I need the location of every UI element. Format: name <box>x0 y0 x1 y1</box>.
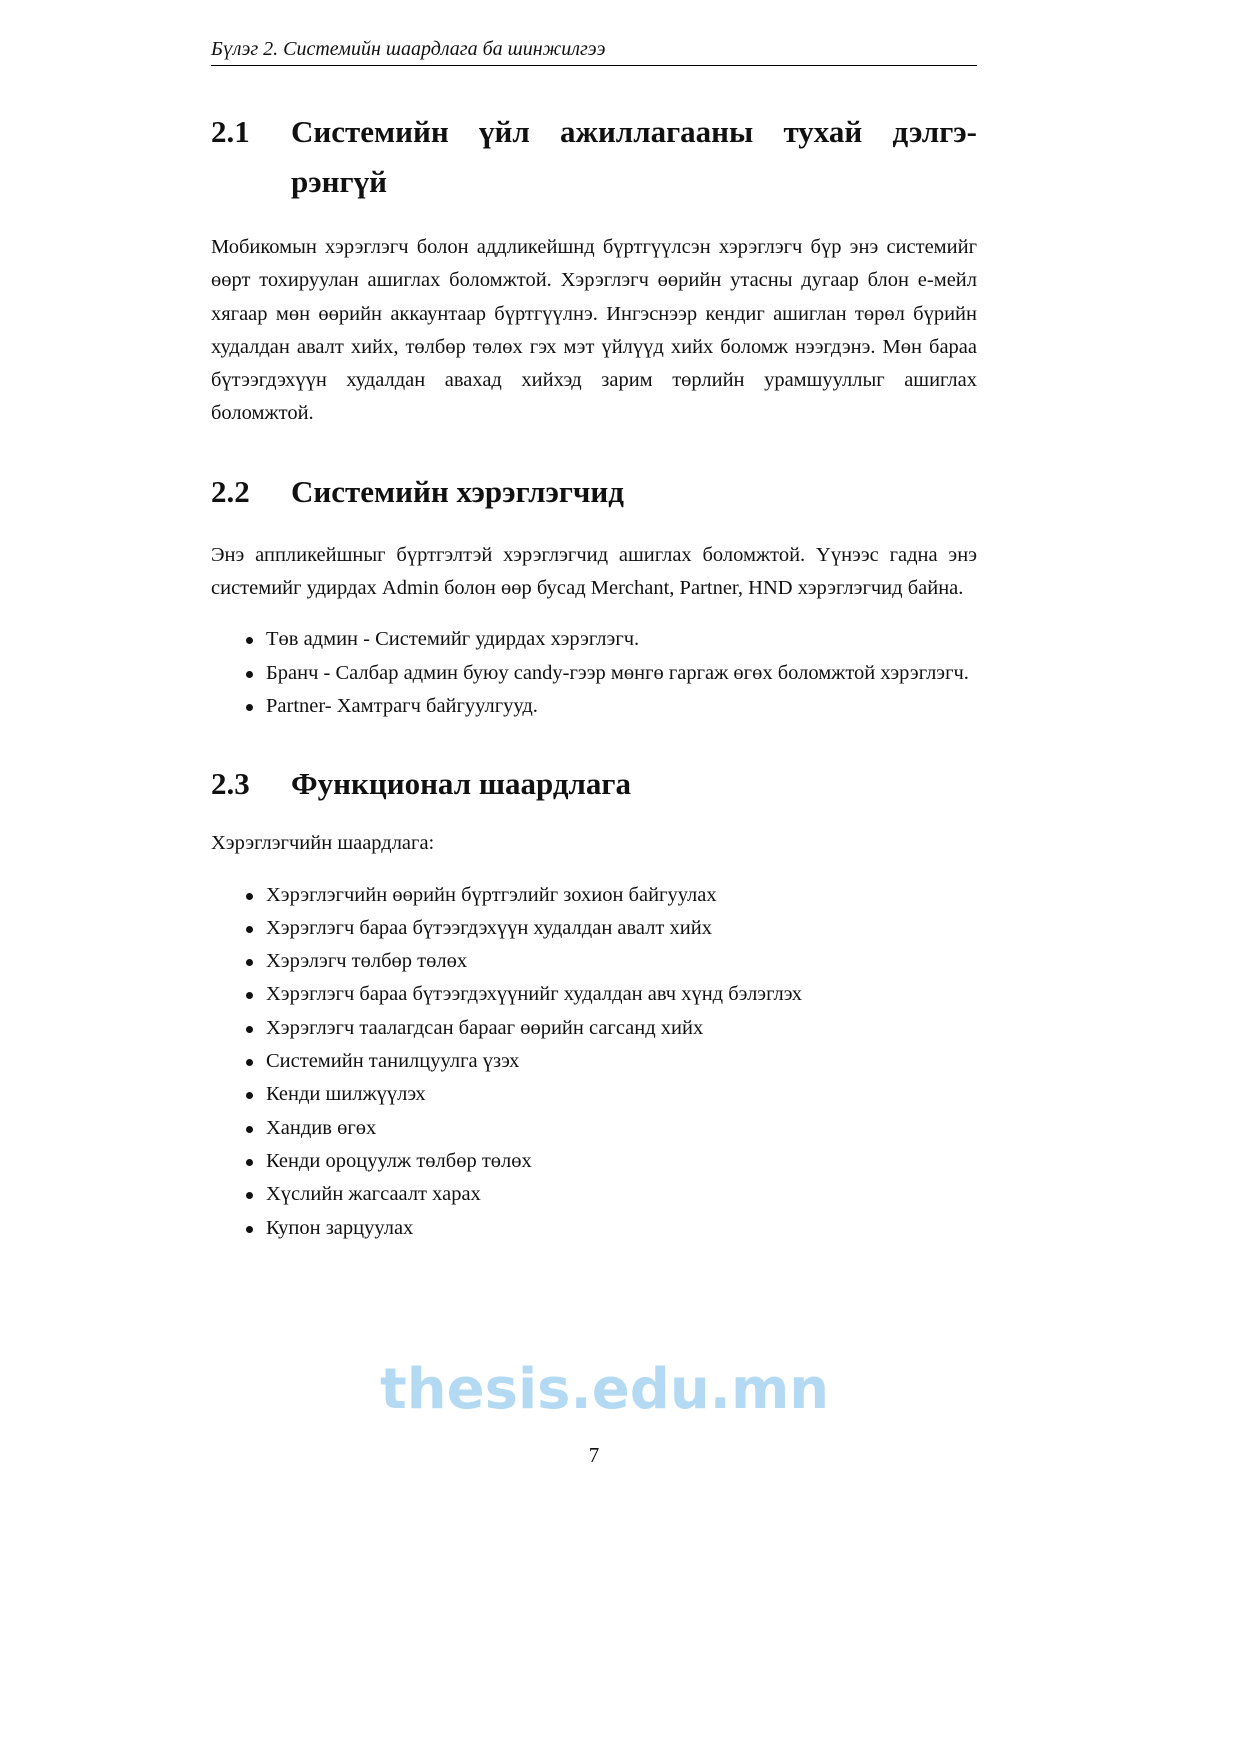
section-2-2 <box>211 467 977 723</box>
section-title: Системийн хэрэглэгчид <box>291 473 624 509</box>
section-2-3 <box>211 759 977 1245</box>
running-header: Бүлэг 2. Системийн шаардлага ба шинжилгээ <box>211 38 977 66</box>
list-item: Кенди шилжүүлэх <box>211 1078 977 1111</box>
section-heading <box>211 759 977 809</box>
section-title: Функционал шаардлага <box>291 766 632 802</box>
section-heading <box>211 467 977 517</box>
list-item: Partner- Хамтрагч байгуулгууд. <box>211 690 977 723</box>
list-item: Хүслийн жагсаалт харах <box>211 1178 977 1211</box>
paragraph: Хэрэглэгчийн шаардлага: <box>211 832 435 855</box>
section-number: 2.2 <box>211 473 250 509</box>
paragraph: Мобикомын хэрэглэгч болон аддликейшнд бүртгүүлсэн хэрэглэгч бүр энэ системийг өөрт тохируулан ашиглах боломжтой. Хэрэглэгч өөрийн утасны дугаар блон е-мейл хягаар мөн өөрийн аккаунтаар бүртгүүлнэ. Ингэснээр кендиг ашиглан төрөл бүрийн худалдан авалт хийх, төлбөр төлөх гэх мэт үйлүүд хийх боломж нээгдэнэ. Мөн бараа бүтээгдэхүүн худалдан авахад хийхэд зарим төрлийн урамшууллыг ашиглах боломжтой. <box>211 236 977 425</box>
list-item: Хэрэглэгч бараа бүтээгдэхүүн худалдан авалт хийх <box>211 912 977 945</box>
paragraph: Энэ аппликейшныг бүртгэлтэй хэрэглэгчид ашиглах боломжтой. Үүнээс гадна энэ системийг удирдах Admin болон өөр бусад Merchant, Partner, HND хэрэглэгчид байна. <box>211 543 977 600</box>
list-item: Хэрэглэгч таалагдсан барааг өөрийн сагсанд хийх <box>211 1012 977 1045</box>
user-list <box>211 623 977 723</box>
requirement-list <box>211 879 977 1245</box>
section-heading <box>211 107 977 207</box>
section-number: 2.1 <box>211 114 250 149</box>
page-body <box>211 107 977 1245</box>
list-item: Төв админ - Системийг удирдах хэрэглэгч. <box>211 623 977 656</box>
section-2-1 <box>211 107 977 431</box>
list-item: Хэрэглэгч бараа бүтээгдэхүүнийг худалдан авч хүнд бэлэглэх <box>211 978 977 1011</box>
list-item: Хэрэглэгчийн өөрийн бүртгэлийг зохион байгуулах <box>211 879 977 912</box>
section-number: 2.3 <box>211 766 250 802</box>
section-title: Системийн үйл ажиллагааны тухай дэлгэ-рэнгүй <box>291 114 977 199</box>
list-item: Кенди ороцуулж төлбөр төлөх <box>211 1145 977 1178</box>
list-item: Хэрэлэгч төлбөр төлөх <box>211 945 977 978</box>
list-item: Системийн танилцуулга үзэх <box>211 1045 977 1078</box>
list-item: Бранч - Салбар админ буюу candy-гээр мөнгө гаргаж өгөх боломжтой хэрэглэгч. <box>211 657 977 690</box>
page-number: 7 <box>588 1443 600 1467</box>
watermark: thesis.edu.mn <box>380 1357 830 1422</box>
list-item: Хандив өгөх <box>211 1112 977 1145</box>
list-item: Купон зарцуулах <box>211 1212 977 1245</box>
